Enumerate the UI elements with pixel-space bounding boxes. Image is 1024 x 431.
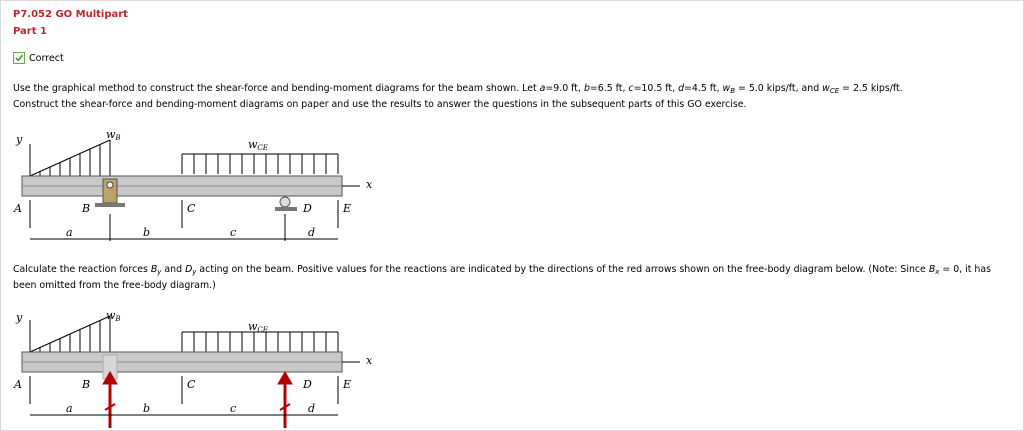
point-E-label: E: [343, 202, 352, 215]
reaction-arrow-By: [103, 372, 117, 428]
y-axis-label: y: [16, 311, 23, 324]
check-icon: [13, 52, 25, 64]
status-label: Correct: [29, 52, 64, 64]
roller-support-D: [275, 197, 297, 211]
dim-d-label: d: [308, 226, 316, 239]
point-C-label: C: [187, 202, 196, 215]
wCE-label: wCE: [248, 320, 268, 334]
dim-a-label: a: [66, 226, 73, 239]
point-A-label: A: [14, 378, 22, 391]
point-A-label: A: [14, 202, 22, 215]
dim-d-label: d: [308, 402, 316, 415]
reaction-arrow-Dy: [278, 372, 292, 428]
free-body-diagram: [10, 306, 390, 431]
point-C-label: C: [187, 378, 196, 391]
beam-diagram: [10, 124, 390, 249]
reaction-question: Calculate the reaction forces $B_y$ and $D_y$ acting on the beam. Positive values for the reactions are indicated by the directions of the red arrows shown on the free-body diagram below. (Note: Since $B_x = 0$, it has been omitted from the free-body diagram.): [13, 264, 991, 291]
triangular-load: [30, 140, 110, 176]
x-axis-label: x: [366, 354, 373, 367]
point-D-label: D: [303, 378, 312, 391]
wB-label: wB: [106, 309, 121, 323]
point-B-label: B: [82, 378, 91, 391]
dim-b-label: b: [143, 402, 151, 415]
part-label: Part 1: [13, 26, 47, 37]
dim-b-label: b: [143, 226, 151, 239]
uniform-load: [182, 154, 338, 174]
point-B-label: B: [82, 202, 91, 215]
point-D-label: D: [303, 202, 312, 215]
status-correct: [13, 52, 64, 64]
problem-statement: Use the graphical method to construct the shear-force and bending-moment diagrams for the beam shown. Let a=9.0 ft, b=6.5 ft, c=10.5 ft, d=4.5 ft, $w_B = 5.0$ kips/ft, and $w_{CE} = 2.5$ kips/ft. Construct the shear-force and bending-moment diagrams on paper and use the results to answer the questions in the subsequent parts of this GO exercise.: [13, 82, 1013, 111]
uniform-load: [182, 332, 338, 352]
y-axis-label: y: [16, 133, 23, 146]
x-axis-label: x: [366, 178, 373, 191]
triangular-load: [30, 316, 110, 352]
dim-a-label: a: [66, 402, 73, 415]
problem-instruction: Construct the shear-force and bending-moment diagrams on paper and use the results to answer the questions in the subsequent parts of this GO exercise.: [13, 99, 747, 110]
problem-title: P7.052 GO Multipart: [13, 9, 128, 20]
point-E-label: E: [343, 378, 352, 391]
wCE-label: wCE: [248, 138, 268, 152]
dim-c-label: c: [230, 402, 237, 415]
dim-c-label: c: [230, 226, 237, 239]
dimension-lines: [30, 214, 338, 241]
wB-label: wB: [106, 128, 121, 142]
